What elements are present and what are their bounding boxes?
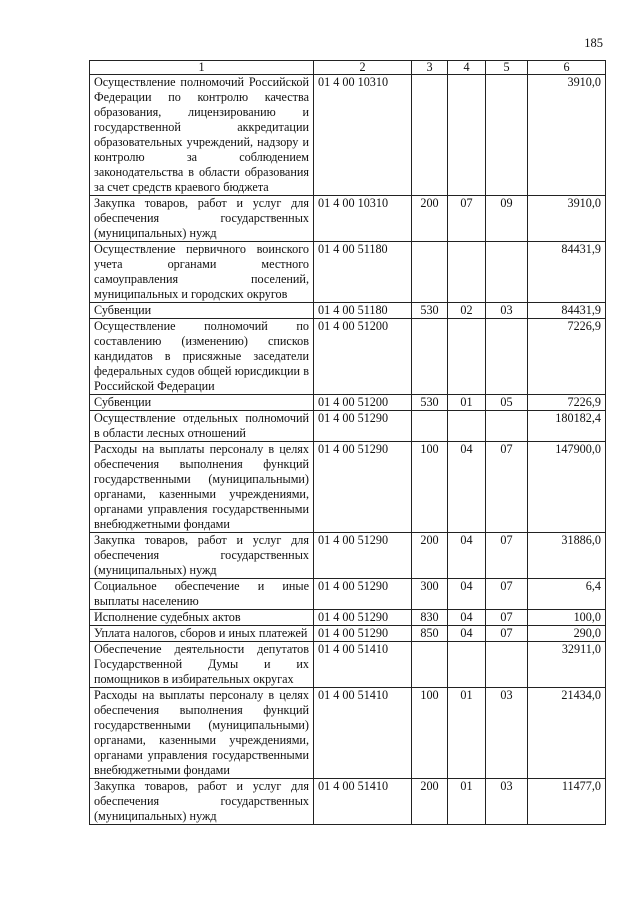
row-code-cell: 01 4 00 51290 xyxy=(314,533,412,579)
row-code-cell: 01 4 00 51290 xyxy=(314,626,412,642)
row-code-cell: 01 4 00 10310 xyxy=(314,196,412,242)
row-pr-cell: 07 xyxy=(486,533,528,579)
row-code-cell: 01 4 00 51290 xyxy=(314,411,412,442)
row-vr-cell: 850 xyxy=(412,626,448,642)
table-row xyxy=(90,319,606,395)
row-pr-cell xyxy=(486,642,528,688)
row-rz-cell: 07 xyxy=(448,196,486,242)
column-header: 1 xyxy=(90,61,314,75)
row-amount-cell: 147900,0 xyxy=(528,442,606,533)
row-rz-cell: 01 xyxy=(448,779,486,825)
table-row xyxy=(90,242,606,303)
row-name-cell: Закупка товаров, работ и услуг для обеспечения государственных (муниципальных) нужд xyxy=(90,196,314,242)
table-row xyxy=(90,395,606,411)
column-header: 5 xyxy=(486,61,528,75)
row-pr-cell: 03 xyxy=(486,779,528,825)
table-row xyxy=(90,196,606,242)
row-rz-cell: 04 xyxy=(448,442,486,533)
row-pr-cell xyxy=(486,75,528,196)
row-pr-cell: 07 xyxy=(486,442,528,533)
row-rz-cell: 04 xyxy=(448,533,486,579)
row-rz-cell: 04 xyxy=(448,626,486,642)
row-vr-cell: 530 xyxy=(412,395,448,411)
row-rz-cell: 04 xyxy=(448,610,486,626)
row-rz-cell: 02 xyxy=(448,303,486,319)
row-name-cell: Осуществление полномочий по составлению (изменению) списков кандидатов в присяжные заседатели федеральных судов общей юрисдикции в Российской Федерации xyxy=(90,319,314,395)
table-row xyxy=(90,779,606,825)
row-vr-cell xyxy=(412,319,448,395)
row-rz-cell xyxy=(448,75,486,196)
row-amount-cell: 32911,0 xyxy=(528,642,606,688)
row-amount-cell: 100,0 xyxy=(528,610,606,626)
row-rz-cell xyxy=(448,642,486,688)
row-pr-cell: 07 xyxy=(486,626,528,642)
row-name-cell: Уплата налогов, сборов и иных платежей xyxy=(90,626,314,642)
budget-table xyxy=(89,60,606,825)
table-header-row xyxy=(90,61,606,75)
row-vr-cell: 830 xyxy=(412,610,448,626)
table-row xyxy=(90,303,606,319)
table-row xyxy=(90,579,606,610)
table-row xyxy=(90,626,606,642)
row-code-cell: 01 4 00 51410 xyxy=(314,779,412,825)
row-amount-cell: 3910,0 xyxy=(528,196,606,242)
row-code-cell: 01 4 00 51290 xyxy=(314,442,412,533)
row-code-cell: 01 4 00 51180 xyxy=(314,242,412,303)
table-body xyxy=(90,75,606,825)
row-code-cell: 01 4 00 51410 xyxy=(314,688,412,779)
table-row xyxy=(90,442,606,533)
row-amount-cell: 290,0 xyxy=(528,626,606,642)
row-amount-cell: 21434,0 xyxy=(528,688,606,779)
table-row xyxy=(90,411,606,442)
page-number: 185 xyxy=(584,36,603,50)
column-header: 6 xyxy=(528,61,606,75)
row-rz-cell: 04 xyxy=(448,579,486,610)
row-vr-cell xyxy=(412,642,448,688)
row-amount-cell: 31886,0 xyxy=(528,533,606,579)
row-rz-cell xyxy=(448,411,486,442)
row-pr-cell: 07 xyxy=(486,610,528,626)
row-vr-cell: 530 xyxy=(412,303,448,319)
row-name-cell: Обеспечение деятельности депутатов Государственной Думы и их помощников в избирательных округах xyxy=(90,642,314,688)
column-header: 4 xyxy=(448,61,486,75)
row-pr-cell: 03 xyxy=(486,303,528,319)
row-rz-cell: 01 xyxy=(448,395,486,411)
row-name-cell: Осуществление отдельных полномочий в области лесных отношений xyxy=(90,411,314,442)
row-name-cell: Расходы на выплаты персоналу в целях обеспечения выполнения функций государственными (муниципальными) органами, казенными учреждениями, органами управления государственными внебюджетными фондами xyxy=(90,442,314,533)
table-row xyxy=(90,610,606,626)
row-name-cell: Осуществление полномочий Российской Федерации по контролю качества образования, лицензированию и государственной аккредитации образовательных учреждений, надзору и контролю за соблюдением законодательства в области образования за счет средств краевого бюджета xyxy=(90,75,314,196)
row-name-cell: Закупка товаров, работ и услуг для обеспечения государственных (муниципальных) нужд xyxy=(90,533,314,579)
row-vr-cell: 100 xyxy=(412,688,448,779)
row-amount-cell: 7226,9 xyxy=(528,395,606,411)
row-rz-cell: 01 xyxy=(448,688,486,779)
row-code-cell: 01 4 00 51180 xyxy=(314,303,412,319)
row-code-cell: 01 4 00 10310 xyxy=(314,75,412,196)
row-pr-cell xyxy=(486,319,528,395)
row-vr-cell xyxy=(412,75,448,196)
row-name-cell: Исполнение судебных актов xyxy=(90,610,314,626)
row-vr-cell: 200 xyxy=(412,533,448,579)
row-rz-cell xyxy=(448,242,486,303)
column-header: 2 xyxy=(314,61,412,75)
row-amount-cell: 84431,9 xyxy=(528,303,606,319)
row-vr-cell: 200 xyxy=(412,196,448,242)
row-code-cell: 01 4 00 51200 xyxy=(314,319,412,395)
row-code-cell: 01 4 00 51410 xyxy=(314,642,412,688)
table-row xyxy=(90,642,606,688)
row-pr-cell: 05 xyxy=(486,395,528,411)
table-row xyxy=(90,75,606,196)
row-amount-cell: 11477,0 xyxy=(528,779,606,825)
table-row xyxy=(90,533,606,579)
row-vr-cell: 300 xyxy=(412,579,448,610)
row-amount-cell: 7226,9 xyxy=(528,319,606,395)
row-code-cell: 01 4 00 51290 xyxy=(314,579,412,610)
row-rz-cell xyxy=(448,319,486,395)
row-pr-cell xyxy=(486,242,528,303)
row-vr-cell: 100 xyxy=(412,442,448,533)
row-code-cell: 01 4 00 51290 xyxy=(314,610,412,626)
row-name-cell: Осуществление первичного воинского учета органами местного самоуправления поселений, муниципальных и городских округов xyxy=(90,242,314,303)
column-header: 3 xyxy=(412,61,448,75)
row-pr-cell: 09 xyxy=(486,196,528,242)
row-vr-cell: 200 xyxy=(412,779,448,825)
row-name-cell: Закупка товаров, работ и услуг для обеспечения государственных (муниципальных) нужд xyxy=(90,779,314,825)
table-row xyxy=(90,688,606,779)
row-amount-cell: 3910,0 xyxy=(528,75,606,196)
row-code-cell: 01 4 00 51200 xyxy=(314,395,412,411)
row-amount-cell: 84431,9 xyxy=(528,242,606,303)
row-name-cell: Субвенции xyxy=(90,303,314,319)
row-amount-cell: 6,4 xyxy=(528,579,606,610)
row-pr-cell xyxy=(486,411,528,442)
row-amount-cell: 180182,4 xyxy=(528,411,606,442)
row-name-cell: Социальное обеспечение и иные выплаты населению xyxy=(90,579,314,610)
row-pr-cell: 03 xyxy=(486,688,528,779)
row-pr-cell: 07 xyxy=(486,579,528,610)
row-name-cell: Расходы на выплаты персоналу в целях обеспечения выполнения функций государственными (муниципальными) органами, казенными учреждениями, органами управления государственными внебюджетными фондами xyxy=(90,688,314,779)
row-name-cell: Субвенции xyxy=(90,395,314,411)
row-vr-cell xyxy=(412,411,448,442)
row-vr-cell xyxy=(412,242,448,303)
